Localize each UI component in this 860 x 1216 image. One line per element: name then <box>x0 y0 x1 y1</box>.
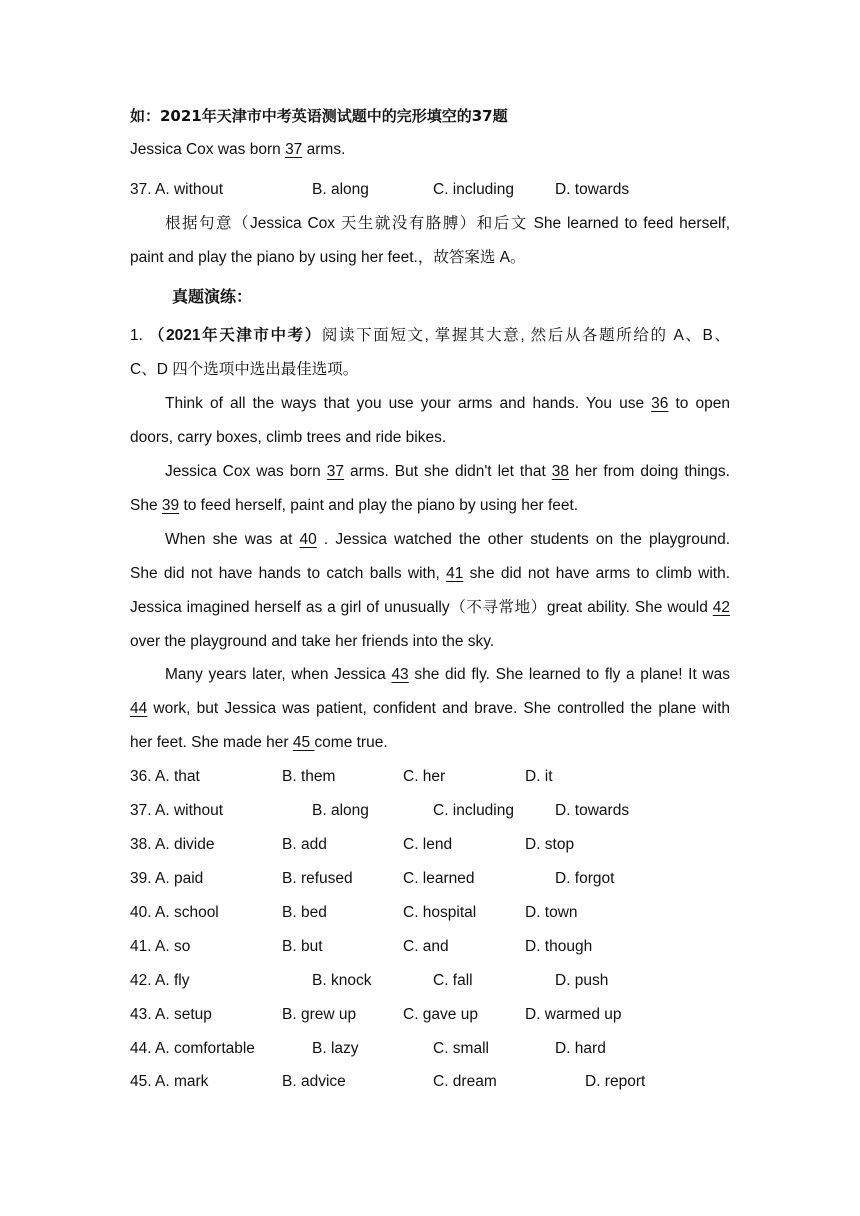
option-41-a: 41. A. so <box>130 938 191 955</box>
option-36-a: 36. A. that <box>130 768 200 785</box>
option-42-c: C. fall <box>433 972 473 989</box>
practice-heading: 真题演练： <box>172 287 253 306</box>
passage-line: her feet. She made her 45 come true. <box>130 734 388 751</box>
passage-line: doors, carry boxes, climb trees and ride bikes. <box>130 429 447 446</box>
practice-intro-line1: 1. （2021年天津市中考）阅读下面短文, 掌握其大意, 然后从各题所给的 A、B、 <box>130 327 731 344</box>
example-heading: 如：2021年天津市中考英语测试题中的完形填空的37题 <box>130 107 508 125</box>
option-39-d: D. forgot <box>555 870 615 887</box>
option-44-b: B. lazy <box>312 1040 359 1057</box>
example-option-d: D. towards <box>555 181 630 198</box>
passage-line: She did not have hands to catch balls with, 41 she did not have arms to climb with. <box>130 565 730 582</box>
option-43-a: 43. A. setup <box>130 1006 212 1023</box>
option-39-b: B. refused <box>282 870 353 887</box>
option-37-c: C. including <box>433 802 514 819</box>
option-42-b: B. knock <box>312 972 372 989</box>
passage-line: When she was at 40 . Jessica watched the other students on the playground. <box>165 531 730 548</box>
passage-line: She 39 to feed herself, paint and play the piano by using her feet. <box>130 497 579 514</box>
option-45-c: C. dream <box>433 1073 497 1090</box>
passage-line: Many years later, when Jessica 43 she did fly. She learned to fly a plane! It was <box>165 666 730 683</box>
option-41-c: C. and <box>403 938 449 955</box>
option-44-a: 44. A. comfortable <box>130 1040 255 1057</box>
option-41-d: D. though <box>525 938 593 955</box>
option-37-a: 37. A. without <box>130 802 224 819</box>
option-42-d: D. push <box>555 972 609 989</box>
option-37-b: B. along <box>312 802 369 819</box>
blank-37: 37 <box>285 141 303 158</box>
example-option-c: C. including <box>433 181 514 198</box>
option-37-d: D. towards <box>555 802 630 819</box>
option-40-a: 40. A. school <box>130 904 219 921</box>
option-43-d: D. warmed up <box>525 1006 622 1023</box>
option-39-c: C. learned <box>403 870 475 887</box>
option-39-a: 39. A. paid <box>130 870 204 887</box>
passage-line: over the playground and take her friends into the sky. <box>130 633 495 650</box>
example-explanation-line2: paint and play the piano by using her feet.，故答案选 A。 <box>130 249 526 266</box>
option-42-a: 42. A. fly <box>130 972 190 989</box>
option-45-b: B. advice <box>282 1073 346 1090</box>
option-40-b: B. bed <box>282 904 327 921</box>
option-43-b: B. grew up <box>282 1006 357 1023</box>
option-38-a: 38. A. divide <box>130 836 215 853</box>
example-option-b: B. along <box>312 181 369 198</box>
practice-intro-line2: C、D 四个选项中选出最佳选项。 <box>130 361 359 378</box>
option-45-d: D. report <box>585 1073 646 1090</box>
option-36-c: C. her <box>403 768 446 785</box>
option-45-a: 45. A. mark <box>130 1073 209 1090</box>
option-38-b: B. add <box>282 836 327 853</box>
passage-line: 44 work, but Jessica was patient, confident and brave. She controlled the plane with <box>130 700 730 717</box>
option-40-c: C. hospital <box>403 904 477 921</box>
option-36-b: B. them <box>282 768 336 785</box>
option-44-d: D. hard <box>555 1040 606 1057</box>
example-option-a: 37. A. without <box>130 181 224 198</box>
option-40-d: D. town <box>525 904 578 921</box>
passage-line: Think of all the ways that you use your arms and hands. You use 36 to open <box>165 395 730 412</box>
option-44-c: C. small <box>433 1040 489 1057</box>
option-38-d: D. stop <box>525 836 575 853</box>
passage-line: Jessica Cox was born 37 arms. But she didn't let that 38 her from doing things. <box>165 463 730 480</box>
option-38-c: C. lend <box>403 836 453 853</box>
passage-line: Jessica imagined herself as a girl of unusually（不寻常地）great ability. She would 42 <box>130 599 730 616</box>
example-explanation-line1: 根据句意（Jessica Cox 天生就没有胳膊）和后文 She learned to feed herself, <box>165 215 730 232</box>
option-36-d: D. it <box>525 768 553 785</box>
practice-source: （2021年天津市中考） <box>148 327 322 344</box>
example-sentence: Jessica Cox was born 37 arms. <box>130 141 346 158</box>
option-43-c: C. gave up <box>403 1006 478 1023</box>
option-41-b: B. but <box>282 938 323 955</box>
